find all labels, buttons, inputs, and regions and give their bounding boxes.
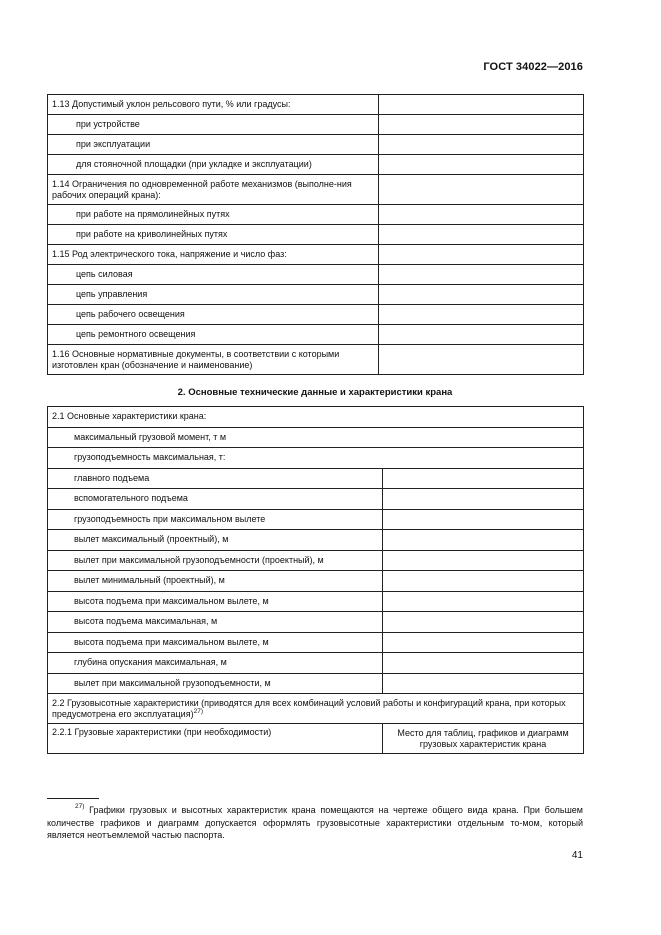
row-label: вылет минимальный (проектный), м xyxy=(48,571,383,592)
table-row xyxy=(48,285,584,305)
row-label: 1.13 Допустимый уклон рельсового пути, % или градусы: xyxy=(48,95,379,115)
table-row xyxy=(48,489,584,510)
row-label: при эксплуатации xyxy=(48,135,379,155)
row-label: цепь ремонтного освещения xyxy=(48,325,379,345)
row-label: вылет максимальный (проектный), м xyxy=(48,530,383,551)
value-cell xyxy=(383,571,584,592)
table-row xyxy=(48,571,584,592)
footnote-ref: 27) xyxy=(193,707,203,715)
table-row xyxy=(48,407,584,428)
row-label: вылет при максимальной грузоподъемности (проектный), м xyxy=(48,550,383,571)
table-row xyxy=(48,305,584,325)
table-row xyxy=(48,448,584,469)
value-cell xyxy=(383,550,584,571)
value-cell xyxy=(383,468,584,489)
row-label: для стояночной площадки (при укладке и эксплуатации) xyxy=(48,155,379,175)
table-row xyxy=(48,550,584,571)
document-code: ГОСТ 34022—2016 xyxy=(483,61,583,73)
table-row xyxy=(48,468,584,489)
row-label: 2.2.1 Грузовые характеристики (при необходимости) xyxy=(48,724,383,754)
row-label: высота подъема при максимальном вылете, м xyxy=(48,591,383,612)
footnote-text: Графики грузовых и высотных характеристик крана помещаются на чертеже общего вида крана. При большем количестве графиков и диаграмм допускается оформлять грузовысотные характеристики отдельным то-мом, который является неотъемлемой частью паспорта. xyxy=(47,805,583,840)
table-row xyxy=(48,653,584,674)
table-row xyxy=(48,612,584,633)
value-cell xyxy=(379,305,584,325)
value-cell xyxy=(383,632,584,653)
value-cell xyxy=(379,325,584,345)
row-label: при работе на криволинейных путях xyxy=(48,225,379,245)
table-row xyxy=(48,135,584,155)
value-cell xyxy=(383,530,584,551)
crane-passport-table-1 xyxy=(47,94,584,375)
row-label: высота подъема максимальная, м xyxy=(48,612,383,633)
table-row xyxy=(48,694,584,724)
value-cell xyxy=(379,225,584,245)
table-row xyxy=(48,345,584,375)
table-row xyxy=(48,265,584,285)
row-label: грузоподъемность максимальная, т: xyxy=(48,448,584,469)
value-cell xyxy=(379,115,584,135)
row-label: вылет при максимальной грузоподъемности, м xyxy=(48,673,383,694)
row-label: максимальный грузовой момент, т м xyxy=(48,427,584,448)
row-label: 1.16 Основные нормативные документы, в соответствии с которыми изготовлен кран (обозначение и наименование) xyxy=(48,345,379,375)
row-label: цепь силовая xyxy=(48,265,379,285)
row-label: высота подъема при максимальном вылете, м xyxy=(48,632,383,653)
value-cell xyxy=(383,489,584,510)
table-row xyxy=(48,115,584,135)
table-row xyxy=(48,673,584,694)
footnote-divider xyxy=(47,798,99,799)
value-cell xyxy=(379,245,584,265)
row-label-text: 2.2 Грузовысотные характеристики (приводятся для всех комбинаций условий работы и конфигураций крана, при которых предусмотрена его эксплуатация) xyxy=(52,697,566,719)
row-label: глубина опускания максимальная, м xyxy=(48,653,383,674)
value-cell xyxy=(379,95,584,115)
table-row xyxy=(48,509,584,530)
row-label: цепь управления xyxy=(48,285,379,305)
value-cell xyxy=(379,265,584,285)
table-row xyxy=(48,155,584,175)
table-row xyxy=(48,175,584,205)
value-cell xyxy=(379,155,584,175)
row-label: 1.15 Род электрического тока, напряжение и число фаз: xyxy=(48,245,379,265)
row-label: вспомогательного подъема xyxy=(48,489,383,510)
footnote xyxy=(47,804,583,842)
page-number: 41 xyxy=(571,850,583,861)
table-row xyxy=(48,591,584,612)
table-row xyxy=(48,245,584,265)
row-label: при работе на прямолинейных путях xyxy=(48,205,379,225)
value-cell xyxy=(383,612,584,633)
value-cell xyxy=(383,591,584,612)
section-title: 2. Основные технические данные и характеристики крана xyxy=(177,387,453,398)
value-cell xyxy=(379,135,584,155)
value-cell: Место для таблиц, графиков и диаграмм грузовых характеристик крана xyxy=(383,724,584,754)
value-cell xyxy=(379,345,584,375)
table-row xyxy=(48,95,584,115)
value-cell xyxy=(383,509,584,530)
table-row xyxy=(48,427,584,448)
row-label xyxy=(48,694,584,724)
table-row xyxy=(48,530,584,551)
row-label: 2.1 Основные характеристики крана: xyxy=(48,407,584,428)
row-label: цепь рабочего освещения xyxy=(48,305,379,325)
table-row xyxy=(48,632,584,653)
table-row xyxy=(48,225,584,245)
value-cell xyxy=(379,175,584,205)
table-row xyxy=(48,325,584,345)
row-label: при устройстве xyxy=(48,115,379,135)
crane-characteristics-table xyxy=(47,406,584,754)
row-label: 1.14 Ограничения по одновременной работе механизмов (выполне-ния рабочих операций крана): xyxy=(48,175,379,205)
footnote-marker: 27) xyxy=(75,803,85,810)
table-row xyxy=(48,724,584,754)
value-cell xyxy=(379,285,584,305)
value-cell xyxy=(379,205,584,225)
row-label: главного подъема xyxy=(48,468,383,489)
value-cell xyxy=(383,653,584,674)
value-cell xyxy=(383,673,584,694)
table-row xyxy=(48,205,584,225)
row-label: грузоподъемность при максимальном вылете xyxy=(48,509,383,530)
